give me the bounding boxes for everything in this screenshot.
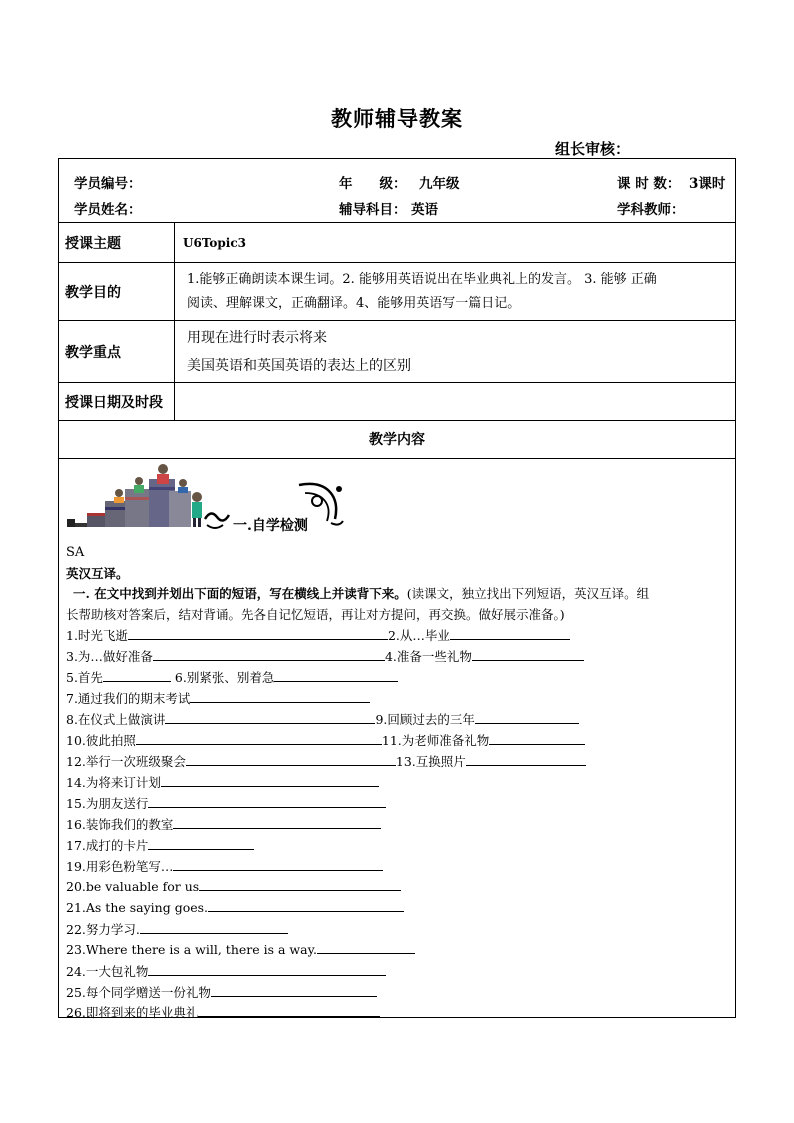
answer-blank[interactable] xyxy=(148,795,386,808)
exercise-row-10 xyxy=(66,815,381,833)
goal-line-2: 阅读、理解课文，正确翻译。4、能够用英语写一篇日记。 xyxy=(187,295,521,311)
student-name-label: 学员姓名： xyxy=(74,202,142,218)
item-26: 26.即将到来的毕业典礼 xyxy=(66,1005,199,1020)
exercise-row-7 xyxy=(66,752,586,770)
subject-label: 辅导科目： xyxy=(339,202,407,218)
focus-line-2: 美国英语和英国英语的表达上的区别 xyxy=(187,357,411,374)
grade-label: 年 级： xyxy=(339,176,407,192)
answer-blank[interactable] xyxy=(317,941,415,954)
item-1: 1.时光飞逝 xyxy=(66,628,128,643)
goal-label: 教学目的 xyxy=(59,263,175,320)
exercise-row-1 xyxy=(66,626,570,644)
content-area xyxy=(59,459,735,1020)
exercise-row-12 xyxy=(66,857,383,875)
focus-line-1: 用现在进行时表示将来 xyxy=(187,329,327,346)
exercise-row-15 xyxy=(66,920,288,938)
item-21: 21.As the saying goes. xyxy=(66,900,209,915)
exercise-row-16 xyxy=(66,941,415,957)
focus-text xyxy=(187,321,729,382)
hours-value: 3课时 xyxy=(689,176,726,192)
item-15: 15.为朋友送行 xyxy=(66,796,149,811)
grade-value: 九年级 xyxy=(419,176,460,192)
exercise-row-8 xyxy=(66,773,379,791)
item-19: 19.用彩色粉笔写… xyxy=(66,859,174,874)
document-title: 教师辅导教案 xyxy=(331,106,463,131)
answer-blank[interactable] xyxy=(140,921,288,934)
topic-row xyxy=(59,223,735,263)
exercise-row-11 xyxy=(66,836,254,854)
answer-blank[interactable] xyxy=(211,984,377,997)
reviewer-label: 组长审核： xyxy=(555,140,631,158)
answer-blank[interactable] xyxy=(128,627,388,640)
item-24: 24.一大包礼物 xyxy=(66,964,149,979)
answer-blank[interactable] xyxy=(173,816,381,829)
exercise-row-3 xyxy=(66,668,398,686)
content-head-row xyxy=(59,421,735,459)
date-row xyxy=(59,383,735,421)
exercise-row-9 xyxy=(66,794,386,812)
goal-row xyxy=(59,263,735,321)
item-11: 11.为老师准备礼物 xyxy=(381,733,490,748)
answer-blank[interactable] xyxy=(153,648,385,661)
answer-blank[interactable] xyxy=(186,753,396,766)
goal-text xyxy=(187,263,729,320)
goal-line-1: 1.能够正确朗读本课生词。2. 能够用英语说出在毕业典礼上的发言。 3. 能够 正确 xyxy=(187,271,657,287)
item-12: 12.举行一次班级聚会 xyxy=(66,754,186,769)
answer-blank[interactable] xyxy=(148,963,386,976)
exercise-row-6 xyxy=(66,731,585,749)
answer-blank[interactable] xyxy=(475,711,579,724)
topic-label: 授课主题 xyxy=(59,223,175,262)
item-25: 25.每个同学赠送一份礼物 xyxy=(66,985,211,1000)
item-8: 8.在仪式上做演讲 xyxy=(66,712,166,727)
answer-blank[interactable] xyxy=(161,774,379,787)
item-9: 9.回顾过去的三年 xyxy=(375,712,475,727)
topic-value: U6Topic3 xyxy=(183,235,246,250)
item-22: 22.努力学习. xyxy=(66,922,140,937)
answer-blank[interactable] xyxy=(136,732,382,745)
exercise-row-2 xyxy=(66,647,584,665)
focus-row xyxy=(59,321,735,383)
students-books-illustration xyxy=(65,461,235,533)
date-label: 授课日期及时段 xyxy=(59,383,175,420)
student-id-label: 学员编号： xyxy=(74,176,142,192)
item-13: 13.互换照片 xyxy=(395,754,466,769)
answer-blank[interactable] xyxy=(274,669,398,682)
answer-blank[interactable] xyxy=(198,1004,380,1017)
item-2: 2.从…毕业 xyxy=(387,628,450,643)
exercise-row-17 xyxy=(66,962,386,980)
answer-blank[interactable] xyxy=(466,753,586,766)
answer-blank[interactable] xyxy=(199,878,401,891)
item-7: 7.通过我们的期末考试 xyxy=(66,691,191,706)
student-info-row xyxy=(59,159,735,223)
task-line-1 xyxy=(73,584,649,602)
sa-label: SA xyxy=(66,545,85,560)
answer-blank[interactable] xyxy=(190,690,370,703)
exercise-row-4 xyxy=(66,689,370,707)
answer-blank[interactable] xyxy=(450,627,570,640)
exercise-row-19 xyxy=(66,1003,380,1021)
answer-blank[interactable] xyxy=(173,858,383,871)
item-20: 20.be valuable for us xyxy=(66,879,200,894)
answer-blank[interactable] xyxy=(489,732,585,745)
exercise-row-18 xyxy=(66,983,377,1001)
item-4: 4.准备一些礼物 xyxy=(384,649,472,664)
exercise-row-13 xyxy=(66,878,401,894)
content-head: 教学内容 xyxy=(369,432,425,448)
item-5: 5.首先 xyxy=(66,670,103,685)
task-instruction-rest: (读课文，独立找出下列短语，英汉互译。组 xyxy=(406,586,650,601)
exercise-row-5 xyxy=(66,710,579,728)
answer-blank[interactable] xyxy=(103,669,171,682)
focus-label: 教学重点 xyxy=(59,321,175,382)
answer-blank[interactable] xyxy=(165,711,375,724)
task-instruction: 一. 在文中找到并划出下面的短语，写在横线上并读背下来。 xyxy=(73,586,407,601)
item-23: 23.Where there is a will, there is a way. xyxy=(66,942,317,957)
task-line-2: 长帮助核对答案后，结对背诵。先各自记忆短语，再让对方提问，再交换。做好展示准备。) xyxy=(66,607,565,622)
answer-blank[interactable] xyxy=(148,837,254,850)
exercise-row-14 xyxy=(66,899,404,915)
lesson-plan-table xyxy=(58,158,736,1018)
item-16: 16.装饰我们的教室 xyxy=(66,817,174,832)
answer-blank[interactable] xyxy=(208,899,404,912)
item-10: 10.彼此拍照 xyxy=(66,733,136,748)
subject-value: 英语 xyxy=(411,202,438,218)
item-3: 3.为…做好准备 xyxy=(66,649,153,664)
translation-heading: 英汉互译。 xyxy=(66,566,129,581)
answer-blank[interactable] xyxy=(472,648,584,661)
item-6: 6.别紧张、别着急 xyxy=(174,670,275,685)
teacher-label: 学科教师： xyxy=(617,202,685,218)
item-14: 14.为将来订计划 xyxy=(66,775,161,790)
item-17: 17.成打的卡片 xyxy=(66,838,149,853)
hours-label: 课 时 数： xyxy=(617,176,681,192)
self-check-title: 一.自学检测 xyxy=(233,518,308,534)
